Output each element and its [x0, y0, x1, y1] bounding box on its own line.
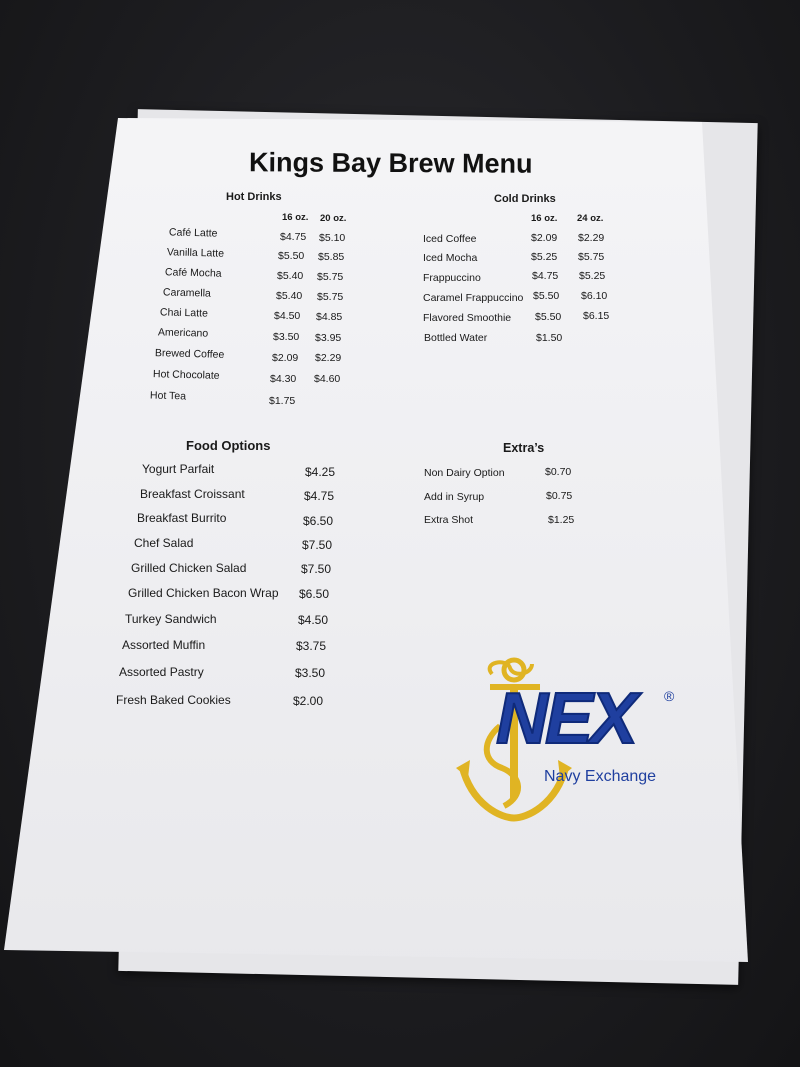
- cold-drink-price-24oz: $5.25: [579, 270, 606, 282]
- hot-size-label-20oz: 20 oz.: [320, 213, 347, 224]
- hot-drink-name: Café Mocha: [164, 266, 222, 280]
- hot-drink-name: Café Latte: [168, 226, 218, 240]
- hot-drink-name: Hot Tea: [149, 389, 187, 403]
- hot-drink-price-16oz: $3.50: [273, 331, 300, 343]
- cold-drink-name: Iced Coffee: [423, 233, 477, 245]
- cold-drink-name: Bottled Water: [424, 332, 488, 344]
- food-item-price: $7.50: [301, 562, 332, 576]
- food-item-price: $4.25: [305, 465, 336, 479]
- extra-item-price: $0.70: [545, 466, 572, 478]
- cold-drink-price-24oz: $6.15: [583, 310, 610, 322]
- hot-drink-price-20oz: $4.60: [314, 373, 341, 385]
- cold-drink-price-24oz: $2.29: [578, 232, 605, 244]
- cold-drink-name: Caramel Frappuccino: [423, 292, 524, 304]
- food-item-price: $2.00: [293, 694, 324, 708]
- cold-drink-price-16oz: $2.09: [531, 232, 558, 244]
- hot-drink-name: Chai Latte: [159, 306, 209, 320]
- hot-drink-price-20oz: $5.75: [317, 291, 344, 303]
- cold-drink-price-16oz: $5.50: [535, 311, 562, 323]
- food-item-name: Grilled Chicken Salad: [131, 561, 247, 575]
- cold-drink-price-16oz: $4.75: [532, 270, 559, 282]
- nex-subtitle: Navy Exchange: [544, 768, 657, 785]
- cold-drink-price-16oz: $1.50: [536, 332, 563, 344]
- hot-drink-name: Americano: [157, 326, 209, 340]
- cold-drink-price-24oz: $6.10: [581, 290, 608, 302]
- food-item-name: Assorted Pastry: [119, 665, 204, 679]
- cold-drinks-heading: Cold Drinks: [494, 193, 556, 205]
- hot-drink-price-20oz: $4.85: [316, 311, 343, 323]
- food-item-price: $3.50: [295, 666, 326, 680]
- hot-drink-price-16oz: $5.50: [278, 250, 305, 262]
- cold-drink-name: Frappuccino: [423, 272, 481, 284]
- hot-drink-price-20oz: $5.75: [317, 271, 344, 283]
- cold-drink-price-16oz: $5.25: [531, 251, 558, 263]
- hot-drink-price-16oz: $5.40: [276, 290, 303, 302]
- food-item-price: $4.50: [298, 613, 329, 627]
- hot-drink-price-16oz: $1.75: [269, 395, 296, 407]
- hot-drink-price-16oz: $2.09: [272, 352, 299, 364]
- cold-drink-price-24oz: $5.75: [578, 251, 605, 263]
- hot-drink-price-16oz: $4.30: [270, 373, 297, 385]
- food-item-name: Breakfast Burrito: [137, 511, 227, 525]
- registered-mark: ®: [664, 688, 675, 704]
- hot-drink-name: Hot Chocolate: [152, 368, 220, 382]
- hot-drink-name: Vanilla Latte: [166, 246, 225, 260]
- food-item-name: Grilled Chicken Bacon Wrap: [128, 586, 279, 600]
- food-item-price: $6.50: [299, 587, 330, 601]
- food-item-name: Turkey Sandwich: [125, 612, 217, 626]
- cold-drink-price-16oz: $5.50: [533, 290, 560, 302]
- hot-drink-name: Caramella: [162, 286, 212, 300]
- food-item-name: Assorted Muffin: [122, 638, 206, 652]
- extra-item-name: Add in Syrup: [424, 491, 485, 503]
- hot-drink-price-20oz: $2.29: [315, 352, 342, 364]
- extras-heading: Extra’s: [503, 441, 545, 455]
- food-item-price: $3.75: [296, 639, 327, 653]
- hot-size-label-16oz: 16 oz.: [282, 212, 309, 223]
- food-item-price: $7.50: [302, 538, 333, 552]
- food-item-price: $6.50: [303, 514, 334, 528]
- extra-item-price: $0.75: [546, 490, 573, 502]
- extra-item-name: Non Dairy Option: [424, 467, 505, 479]
- hot-drink-price-16oz: $4.75: [280, 231, 307, 243]
- menu-title: Kings Bay Brew Menu: [248, 147, 533, 179]
- food-item-name: Yogurt Parfait: [142, 462, 215, 476]
- hot-drink-price-16oz: $5.40: [277, 270, 304, 282]
- hot-drink-price-20oz: $5.85: [318, 251, 345, 263]
- food-item-name: Breakfast Croissant: [140, 487, 245, 501]
- hot-drink-price-16oz: $4.50: [274, 310, 301, 322]
- cold-size-label-24oz: 24 oz.: [577, 213, 604, 224]
- food-item-price: $4.75: [304, 489, 335, 503]
- extra-item-name: Extra Shot: [424, 514, 474, 526]
- hot-drink-price-20oz: $5.10: [319, 232, 346, 244]
- cold-size-label-16oz: 16 oz.: [531, 213, 558, 224]
- hot-drink-price-20oz: $3.95: [315, 332, 342, 344]
- food-options-heading: Food Options: [186, 438, 271, 453]
- food-item-name: Fresh Baked Cookies: [116, 693, 231, 707]
- cold-drink-name: Iced Mocha: [423, 252, 478, 264]
- extra-item-price: $1.25: [548, 514, 575, 526]
- hot-drink-name: Brewed Coffee: [154, 347, 225, 361]
- nex-logo: [452, 656, 692, 836]
- nex-wordmark: NEX: [496, 679, 636, 759]
- food-item-name: Chef Salad: [134, 536, 194, 550]
- hot-drinks-heading: Hot Drinks: [226, 191, 282, 203]
- cold-drink-name: Flavored Smoothie: [423, 312, 512, 324]
